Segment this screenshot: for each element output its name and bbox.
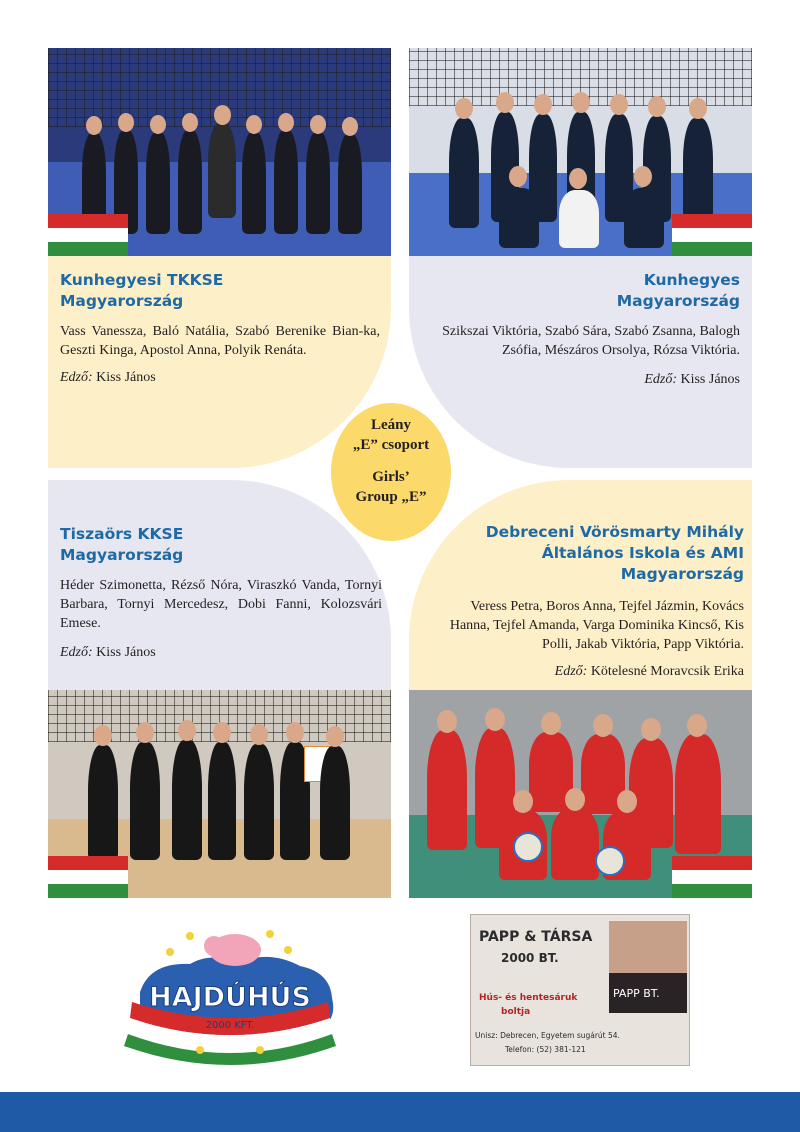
hungarian-flag-icon [48, 214, 128, 256]
hungarian-flag-icon [672, 856, 752, 898]
team-name-1: Kunhegyesi TKKSE Magyarország [60, 271, 224, 310]
group-badge: Leány „E” csoport Girls’ Group „E” [331, 403, 451, 541]
hajduhus-logo [110, 922, 350, 1072]
svg-text:HAJDÚHÚS: HAJDÚHÚS [149, 982, 311, 1013]
player-list-1: Vass Vanessza, Baló Natália, Szabó Berenike Bian-ka, Geszti Kinga, Apostol Anna, Polyik Renáta. [60, 324, 380, 358]
player-list-4: Veress Petra, Boros Anna, Tejfel Jázmin, Kovács Hanna, Tejfel Amanda, Varga Dominika Kincső, Kis Polli, Jakab Viktória, Papp Viktória. [449, 599, 744, 652]
hungarian-flag-icon [48, 856, 128, 898]
coach-2: Edző: Kiss János [644, 372, 740, 387]
coach-3: Edző: Kiss János [60, 645, 156, 660]
player-list-2: Szikszai Viktória, Szabó Sára, Szabó Zsanna, Balogh Zsófia, Mészáros Orsolya, Rózsa Viktória. [442, 324, 740, 358]
panel-bottom-right [409, 480, 752, 690]
svg-text:2000 KFT.: 2000 KFT. [205, 1020, 255, 1031]
player-list-3: Héder Szimonetta, Rézső Nóra, Viraszkó Vanda, Tornyi Barbara, Tornyi Mercedesz, Dobi Fanni, Kolozsvári Emese. [60, 578, 382, 631]
coach-4: Edző: Kötelesné Moravcsik Erika [554, 664, 744, 679]
papp-tarsa-ad: PAPP & TÁRSA 2000 BT. PAPP BT. Hús- és hentesáruk boltja Unisz: Debrecen, Egyetem sugárút 54. Telefon: (52) 381-121 [470, 914, 690, 1066]
footer-bar [0, 1092, 800, 1132]
team-name-4: Debreceni Vörösmarty Mihály Általános Iskola és AMI Magyarország [485, 523, 744, 583]
team-name-3: Tiszaörs KKSE Magyarország [60, 525, 184, 564]
coach-1: Edző: Kiss János [60, 370, 156, 385]
hungarian-flag-icon [672, 214, 752, 256]
team-name-2: Kunhegyes Magyarország [616, 271, 740, 310]
